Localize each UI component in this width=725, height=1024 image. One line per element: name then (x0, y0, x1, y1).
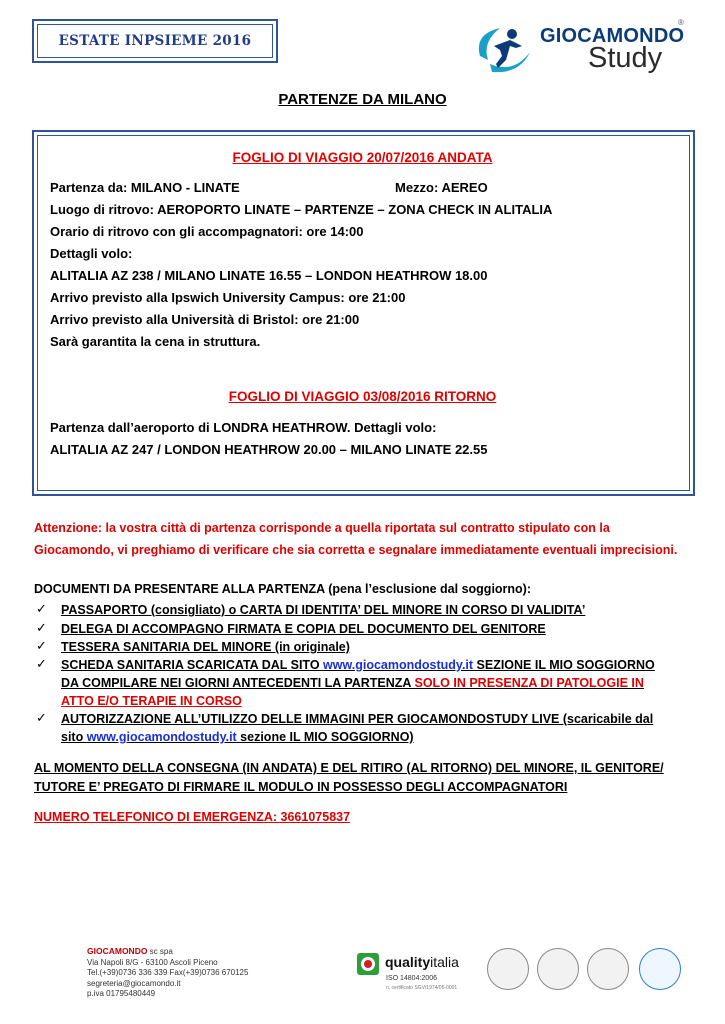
handover-notice-line-1: AL MOMENTO DELLA CONSEGNA (IN ANDATA) E DEL RITIRO (AL RITORNO) DEL MINORE, IL GENITORE/ (34, 761, 664, 775)
logo-brand: GIOCAMONDO (540, 25, 685, 47)
outbound-arrival-ipswich: Arrivo previsto alla Ipswich University Campus: ore 21:00 (50, 290, 406, 305)
footer-email: segreteria@giocamondo.it (87, 978, 181, 988)
document-item-image-authorization: AUTORIZZAZIONE ALL’UTILIZZO DELLE IMMAGINI PER GIOCAMONDOSTUDY LIVE (scaricabile dal (61, 712, 654, 726)
outbound-arrival-bristol: Arrivo previsto alla Università di Bristol: ore 21:00 (50, 312, 360, 327)
documents-title: DOCUMENTI DA PRESENTARE ALLA PARTENZA (pena l’esclusione dal soggiorno): (34, 582, 532, 596)
header-badge (32, 19, 278, 63)
document-item-health-card: TESSERA SANITARIA DEL MINORE (in originale) (61, 640, 350, 654)
check-icon: ✓ (36, 601, 47, 616)
quality-italia-cert-number: n. certificato SGV/1974/05-0001 (386, 985, 458, 991)
check-icon: ✓ (36, 638, 47, 653)
document-item-health-form: SCHEDA SANITARIA SCARICATA DAL SITO www.giocamondostudy.it SEZIONE IL MIO SOGGIORNO (61, 658, 655, 672)
return-title: FOGLIO DI VIAGGIO 03/08/2016 RITORNO (228, 389, 497, 404)
handover-notice-line-2: TUTORE E’ PREGATO DI FIRMARE IL MODULO IN POSSESSO DEGLI ACCOMPAGNATORI (34, 780, 568, 794)
footer-company-name: GIOCAMONDO (87, 946, 148, 956)
logo-subtitle: Study (588, 42, 663, 74)
check-icon: ✓ (36, 656, 47, 671)
site-link[interactable]: www.giocamondostudy.it (86, 730, 237, 744)
page-title: PARTENZE DA MILANO (278, 91, 447, 108)
document-item-delegation: DELEGA DI ACCOMPAGNO FIRMATA E COPIA DEL DOCUMENTO DEL GENITORE (61, 622, 546, 636)
quality-italia-iso: ISO 14804:2006 (386, 975, 437, 982)
document-item-health-form-cont: DA COMPILARE NEI GIORNI ANTECEDENTI LA PARTENZA SOLO IN PRESENZA DI PATOLOGIE IN (61, 676, 644, 690)
return-departure: Partenza dall’aeroporto di LONDRA HEATHROW. Dettagli volo: (50, 420, 437, 435)
outbound-title: FOGLIO DI VIAGGIO 20/07/2016 ANDATA (232, 150, 493, 165)
outbound-transport: Mezzo: AEREO (395, 180, 488, 195)
footer-vat: p.iva 01795480449 (87, 989, 156, 998)
outbound-meeting-point: Luogo di ritrovo: AEROPORTO LINATE – PARTENZE – ZONA CHECK IN ALITALIA (50, 202, 553, 217)
logo-registered-mark: ® (678, 18, 684, 27)
footer-address: Via Napoli 8/G - 63100 Ascoli Piceno (87, 957, 218, 967)
outbound-flight-details-label: Dettagli volo: (50, 246, 133, 261)
quality-italia-logo-icon (356, 952, 380, 976)
document-item-health-form-cont2: ATTO E/O TERAPIE IN CORSO (61, 694, 242, 708)
check-icon: ✓ (36, 620, 47, 635)
certification-seal-icon (537, 948, 579, 990)
warning-line-1: Attenzione: la vostra città di partenza corrisponde a quella riportata sul contratto stipulato con la (34, 521, 610, 535)
footer-company-info: GIOCAMONDO sc spa Via Napoli 8/G - 63100 Ascoli Piceno Tel.(+39)0736 336 339 Fax(+39)0736 670125 segreteria@giocamondo.it p.iva 01795480449 (87, 946, 249, 998)
warning-line-2: Giocamondo, vi preghiamo di verificare che sia corretta e segnalare immediatamente eventuali imprecisioni. (34, 543, 678, 557)
outbound-meeting-time: Orario di ritrovo con gli accompagnatori: ore 14:00 (50, 224, 364, 239)
certification-seal-icon (487, 948, 529, 990)
document-item-image-authorization-cont: sito www.giocamondostudy.it sezione IL MIO SOGGIORNO) (61, 730, 414, 744)
check-icon: ✓ (36, 710, 47, 725)
document-item-passport: PASSAPORTO (consigliato) o CARTA DI IDENTITA’ DEL MINORE IN CORSO DI VALIDITA’ (61, 603, 586, 617)
quality-italia-brand: qualityitalia (385, 954, 459, 970)
return-flight: ALITALIA AZ 247 / LONDON HEATHROW 20.00 – MILANO LINATE 22.55 (50, 442, 488, 457)
emergency-phone: NUMERO TELEFONICO DI EMERGENZA: 3661075837 (34, 810, 351, 824)
footer-phone: Tel.(+39)0736 336 339 Fax(+39)0736 670125 (87, 968, 249, 977)
outbound-departure: Partenza da: MILANO - LINATE (50, 180, 240, 195)
outbound-dinner-note: Sarà garantita la cena in struttura. (50, 334, 261, 349)
certification-seal-icon (587, 948, 629, 990)
outbound-flight: ALITALIA AZ 238 / MILANO LINATE 16.55 – LONDON HEATHROW 18.00 (50, 268, 488, 283)
header-badge-text: ESTATE INPSIEME 2016 (37, 24, 273, 58)
iqnet-seal-icon (639, 948, 681, 990)
site-link[interactable]: www.giocamondostudy.it (323, 658, 474, 672)
